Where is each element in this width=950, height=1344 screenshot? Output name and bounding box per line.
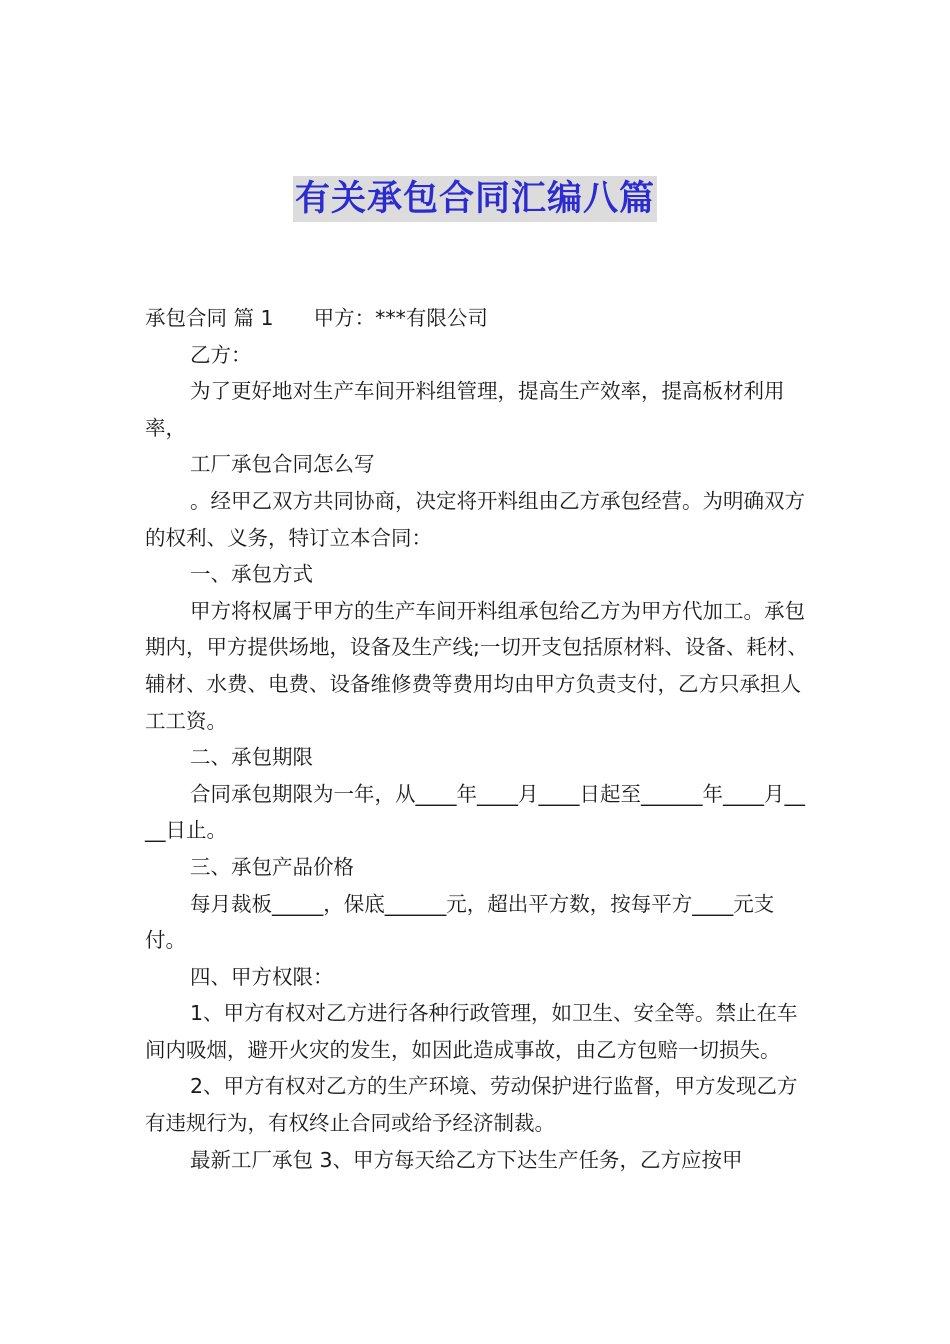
document-title: 有关承包合同汇编八篇	[293, 176, 657, 222]
clause-heading: 三、承包产品价格	[190, 854, 354, 879]
clause-heading: 二、承包期限	[190, 745, 313, 770]
title-container	[0, 176, 950, 222]
document-body	[145, 300, 810, 1178]
paragraph: 甲方将权属于甲方的生产车间开料组承包给乙方为甲方代加工。承包期内，甲方提供场地，设备及生产线;一切开支包括原材料、设备、耗材、辅材、水费、电费、设备维修费等费用均由甲方负责支付，乙方只承担人工工资。	[145, 598, 808, 733]
clause-heading: 四、甲方权限：	[190, 964, 334, 989]
paragraph: 2、甲方有权对乙方的生产环境、劳动保护进行监督，甲方发现乙方有违规行为，有权终止合同或给予经济制裁。	[145, 1074, 798, 1136]
paragraph: 乙方：	[190, 342, 252, 367]
paragraph: 每月裁板_____，保底______元，超出平方数，按每平方____元支付。	[145, 891, 775, 953]
party-a-label: 甲方：***有限公司	[313, 306, 488, 330]
paragraph: 1、甲方有权对乙方进行各种行政管理，如卫生、安全等。禁止在车间内吸烟，避开火灾的发生，如因此造成事故，由乙方包赔一切损失。	[145, 1001, 798, 1062]
paragraph: 为了更好地对生产车间开料组管理，提高生产效率，提高板材利用率，	[145, 379, 785, 440]
paragraph: 工厂承包合同怎么写	[190, 452, 375, 477]
section-heading-line	[145, 300, 810, 337]
clause-heading: 一、承包方式	[190, 562, 313, 587]
paragraph: 。经甲乙双方共同协商，决定将开料组由乙方承包经营。为明确双方的权利、义务，特订立本合同：	[145, 488, 805, 550]
paragraph: 最新工厂承包 3、甲方每天给乙方下达生产任务，乙方应按甲	[190, 1147, 743, 1172]
paragraph: 合同承包期限为一年，从____年____月____日起至______年____月____日止。	[145, 781, 805, 843]
section-label: 承包合同 篇 1	[145, 306, 274, 330]
